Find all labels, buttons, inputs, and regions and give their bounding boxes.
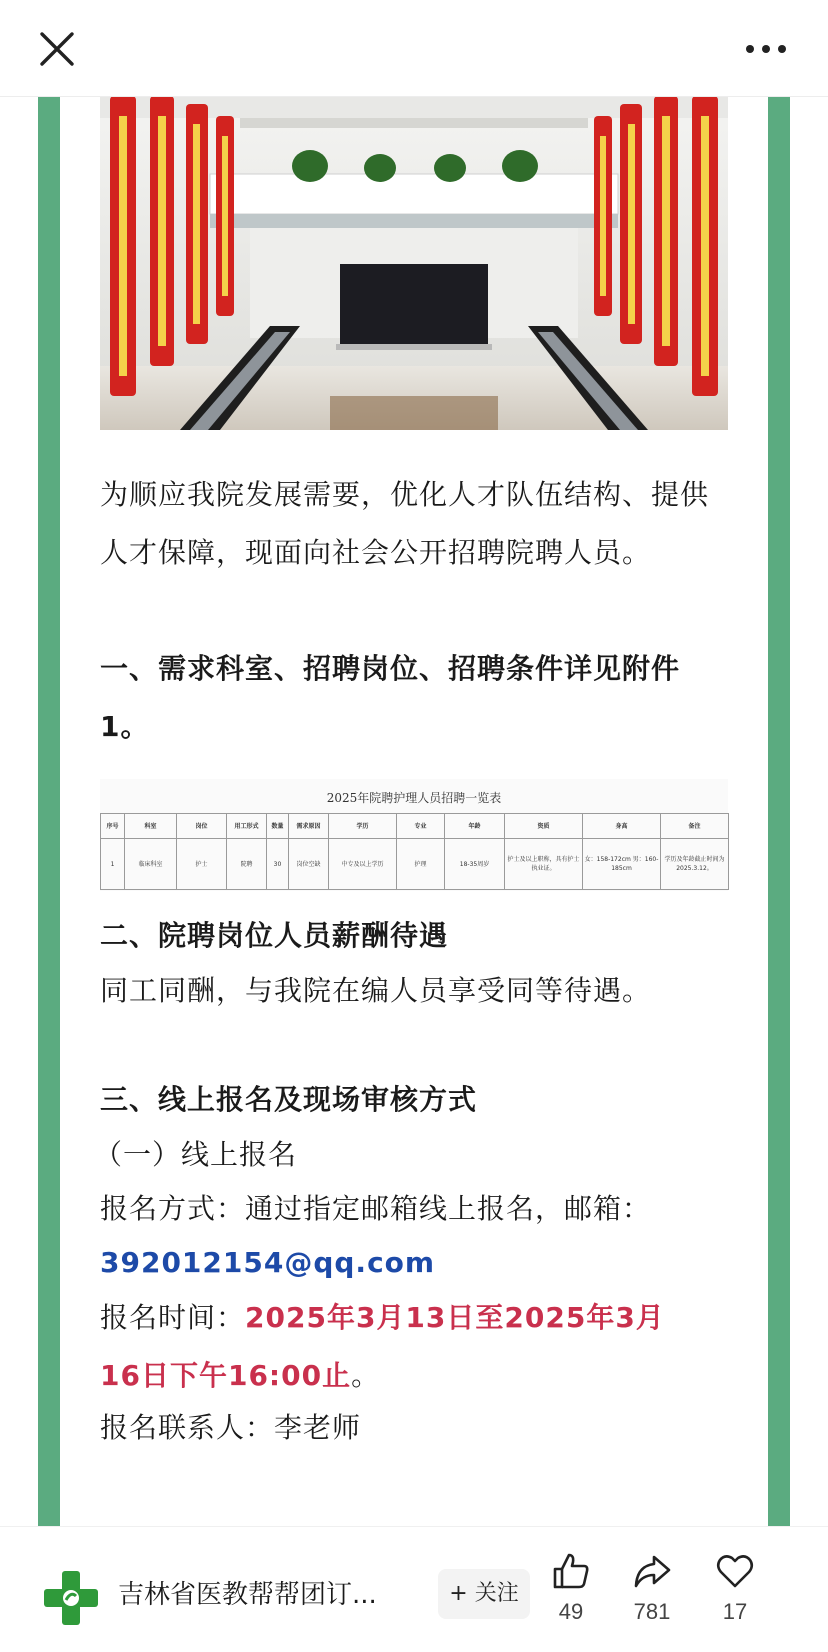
recruitment-table bbox=[100, 779, 728, 891]
table-header-cell: 年龄 bbox=[445, 814, 505, 839]
table-cell: 护士及以上职称，具有护士执业证。 bbox=[505, 839, 583, 890]
table-header-cell: 岗位 bbox=[177, 814, 227, 839]
table-cell: 护理 bbox=[397, 839, 445, 890]
table-header-cell: 资质 bbox=[505, 814, 583, 839]
table-header-cell: 身高 bbox=[583, 814, 661, 839]
like-button[interactable] bbox=[536, 1551, 606, 1625]
share-count: 781 bbox=[633, 1599, 671, 1624]
account-name[interactable]: 吉林省医教帮帮团订... bbox=[118, 1580, 377, 1610]
share-button[interactable] bbox=[617, 1551, 687, 1625]
top-bar bbox=[0, 0, 828, 97]
table-header-cell: 需求原因 bbox=[289, 814, 329, 839]
signup-time bbox=[100, 1289, 728, 1405]
section-2-text: 同工同酬，与我院在编人员享受同等待遇。 bbox=[100, 974, 652, 1007]
table-cell: 学历及年龄截止时间为2025.3.12。 bbox=[661, 839, 729, 890]
table-header-cell: 科室 bbox=[125, 814, 177, 839]
table-title: 2025年院聘护理人员招聘一览表 bbox=[326, 791, 502, 805]
table-header-row bbox=[101, 814, 729, 839]
table-header-cell: 用工形式 bbox=[227, 814, 267, 839]
signup-time-end: 。 bbox=[351, 1359, 381, 1392]
thumbs-up-icon bbox=[551, 1551, 591, 1591]
table-cell: 岗位空缺 bbox=[289, 839, 329, 890]
account-logo-icon[interactable] bbox=[42, 1569, 100, 1627]
table-cell: 女：158-172cm 男：160-185cm bbox=[583, 839, 661, 890]
table-cell: 中专及以上学历 bbox=[329, 839, 397, 890]
favorite-count: 17 bbox=[722, 1599, 748, 1624]
table-header-cell: 序号 bbox=[101, 814, 125, 839]
table-cell: 18-35周岁 bbox=[445, 839, 505, 890]
more-horizontal-icon[interactable] bbox=[744, 34, 788, 64]
bottom-bar bbox=[0, 1526, 828, 1652]
signup-time-range-2: 16日下午16:00止 bbox=[100, 1359, 352, 1392]
follow-button[interactable]: + 关注 bbox=[438, 1569, 530, 1619]
table-header-cell: 数量 bbox=[267, 814, 289, 839]
like-count: 49 bbox=[558, 1599, 584, 1624]
signup-method-label: 报名方式：通过指定邮箱线上报名，邮箱： bbox=[100, 1192, 652, 1225]
table-cell: 护士 bbox=[177, 839, 227, 890]
hospital-lobby-image bbox=[100, 96, 728, 430]
section-1-title: 一、需求科室、招聘岗位、招聘条件详见附件1。 bbox=[100, 652, 681, 743]
section-3-title: 三、线上报名及现场审核方式 bbox=[100, 1083, 478, 1116]
table-cell: 临床科室 bbox=[125, 839, 177, 890]
table-header-cell: 备注 bbox=[661, 814, 729, 839]
table-header-cell: 学历 bbox=[329, 814, 397, 839]
table-body bbox=[101, 839, 729, 890]
signup-contact: 报名联系人：李老师 bbox=[100, 1411, 362, 1444]
close-icon[interactable] bbox=[38, 30, 78, 70]
table-header-cell: 专业 bbox=[397, 814, 445, 839]
signup-time-range-1: 2025年3月13日至2025年3月 bbox=[245, 1301, 665, 1334]
heart-icon bbox=[715, 1551, 755, 1591]
signup-time-label: 报名时间： bbox=[100, 1301, 246, 1334]
table-cell: 1 bbox=[101, 839, 125, 890]
article-body[interactable] bbox=[60, 96, 768, 1526]
section-2-title: 二、院聘岗位人员薪酬待遇 bbox=[100, 919, 449, 952]
favorite-button[interactable] bbox=[700, 1551, 770, 1625]
share-arrow-icon bbox=[632, 1551, 672, 1591]
table-cell: 30 bbox=[267, 839, 289, 890]
signup-email-link[interactable]: 392012154@qq.com bbox=[100, 1246, 436, 1279]
section-3-subtitle: （一）线上报名 bbox=[94, 1138, 298, 1171]
table-cell: 院聘 bbox=[227, 839, 267, 890]
intro-paragraph: 为顺应我院发展需要，优化人才队伍结构、提供人才保障，现面向社会公开招聘院聘人员。 bbox=[100, 478, 710, 569]
table-row bbox=[101, 839, 729, 890]
recruitment-table-grid bbox=[100, 813, 729, 890]
